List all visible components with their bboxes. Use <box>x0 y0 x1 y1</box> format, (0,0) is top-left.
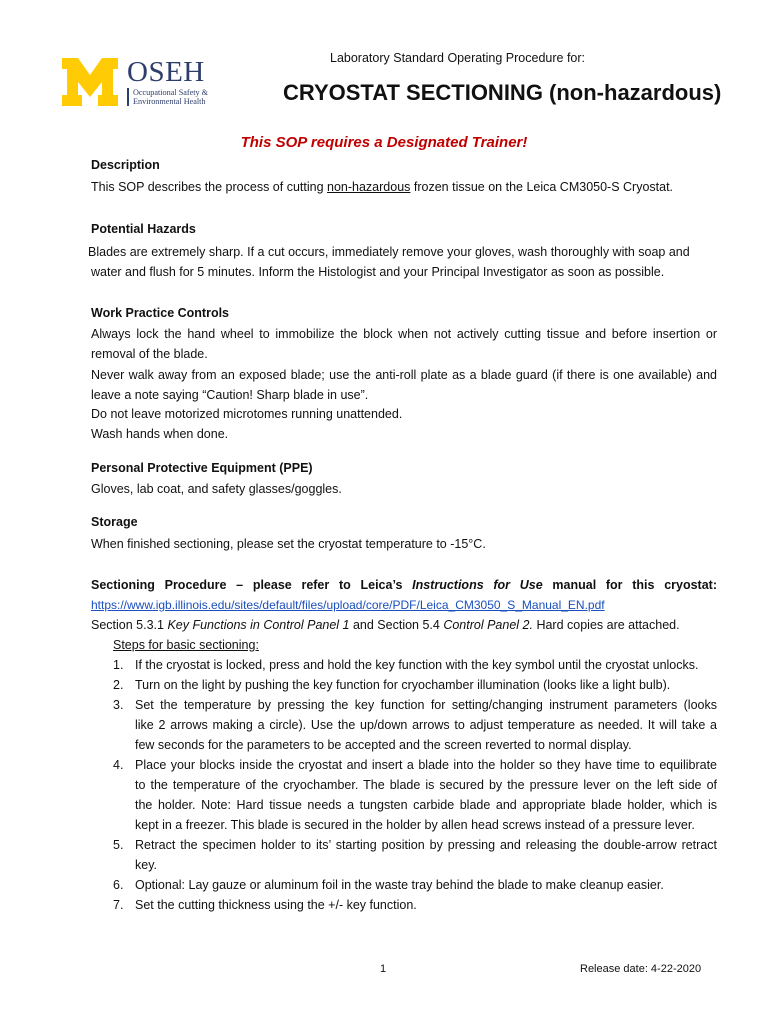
page-number: 1 <box>380 963 387 975</box>
step-text-line: Set the cutting thickness using the +/- key function. <box>135 898 417 912</box>
storage-heading: Storage <box>91 515 138 529</box>
step-text-line: like 2 arrows making a circle). Use the up/down arrows to adjust temperature as needed. It will take a <box>135 718 717 732</box>
step-number: 6. <box>113 878 124 892</box>
leica-manual-link[interactable]: https://www.igb.illinois.edu/sites/default/files/upload/core/PDF/Leica_CM3050_S_Manual_EN.pdf <box>91 598 605 612</box>
oseh-logo <box>127 55 209 106</box>
procedure-heading: Sectioning Procedure – please refer to Leica’s Instructions for Use manual for this cryostat: <box>91 578 717 592</box>
step-text-line: few seconds for the parameters to be accepted and the screen reverted to normal display. <box>135 738 632 752</box>
step-text-line: kept in a freezer. This blade is secured in the holder by allen head screws instead of a pressure lever. <box>135 818 695 832</box>
hazards-heading: Potential Hazards <box>91 222 196 236</box>
hazards-line-2: water and flush for 5 minutes. Inform the Histologist and your Principal Investigator as soon as possible. <box>91 265 665 279</box>
oseh-logo-subtitle-1: Occupational Safety & <box>133 87 209 97</box>
description-heading: Description <box>91 158 160 172</box>
step-text-line: Optional: Lay gauze or aluminum foil in the waste tray behind the blade to make cleanup easier. <box>135 878 664 892</box>
controls-line-2: removal of the blade. <box>91 347 208 361</box>
steps-label: Steps for basic sectioning: <box>113 638 259 652</box>
storage-text: When finished sectioning, please set the cryostat temperature to -15°C. <box>91 537 486 551</box>
controls-heading: Work Practice Controls <box>91 306 230 320</box>
step-text-line: to the temperature of the cryochamber. The blade is secured by the pressure lever on the left side of <box>135 778 717 792</box>
step-number: 5. <box>113 838 124 852</box>
step-text-line: Retract the specimen holder to its’ starting position by pressing and releasing the double-arrow retract <box>135 838 717 852</box>
university-block-m-logo <box>60 58 120 106</box>
step-text-line: Set the temperature by pressing the key function for setting/changing instrument parameters (looks <box>135 698 717 712</box>
step-text-line: Turn on the light by pushing the key function for cryochamber illumination (looks like a light bulb). <box>135 678 671 692</box>
controls-line-5: Do not leave motorized microtomes running unattended. <box>91 407 403 421</box>
controls-line-4: leave a note saying “Caution! Sharp blade in use”. <box>91 388 369 402</box>
controls-line-3: Never walk away from an exposed blade; use the anti-roll plate as a blade guard (if there is one available) and <box>91 368 717 382</box>
release-date: Release date: 4-22-2020 <box>580 963 702 975</box>
ppe-text: Gloves, lab coat, and safety glasses/goggles. <box>91 482 342 496</box>
step-number: 3. <box>113 698 124 712</box>
step-text-line: the holder. Note: Hard tissue needs a tungsten carbide blade and appropriate blade holder, which is <box>135 798 717 812</box>
logo-area <box>60 55 209 106</box>
section-reference: Section 5.3.1 Key Functions in Control Panel 1 and Section 5.4 Control Panel 2. Hard copies are attached. <box>91 618 680 632</box>
ppe-heading: Personal Protective Equipment (PPE) <box>91 461 313 475</box>
trainer-notice: This SOP requires a Designated Trainer! <box>240 134 528 151</box>
step-text-line: If the cryostat is locked, press and hold the key function with the key symbol until the cryostat unlocks. <box>135 658 699 672</box>
step-text-line: key. <box>135 858 157 872</box>
document-pretitle: Laboratory Standard Operating Procedure for: <box>330 51 586 65</box>
document-title: CRYOSTAT SECTIONING (non-hazardous) <box>283 80 722 105</box>
controls-line-1: Always lock the hand wheel to immobilize the block when not actively cutting tissue and before insertion or <box>91 327 717 341</box>
step-number: 2. <box>113 678 124 692</box>
description-text: This SOP describes the process of cutting non-hazardous frozen tissue on the Leica CM3050-S Cryostat. <box>91 180 674 194</box>
hazards-line-1: Blades are extremely sharp. If a cut occurs, immediately remove your gloves, wash thoroughly with soap and <box>88 245 690 259</box>
controls-line-6: Wash hands when done. <box>91 427 229 441</box>
manual-link-line <box>91 597 605 613</box>
step-text-line: Place your blocks inside the cryostat and insert a blade into the holder so they have time to equilibrate <box>135 758 717 772</box>
step-number: 7. <box>113 898 124 912</box>
step-number: 1. <box>113 658 124 672</box>
step-number: 4. <box>113 758 124 772</box>
oseh-logo-title: OSEH <box>127 55 205 88</box>
oseh-logo-subtitle-2: Environmental Health <box>133 96 206 106</box>
